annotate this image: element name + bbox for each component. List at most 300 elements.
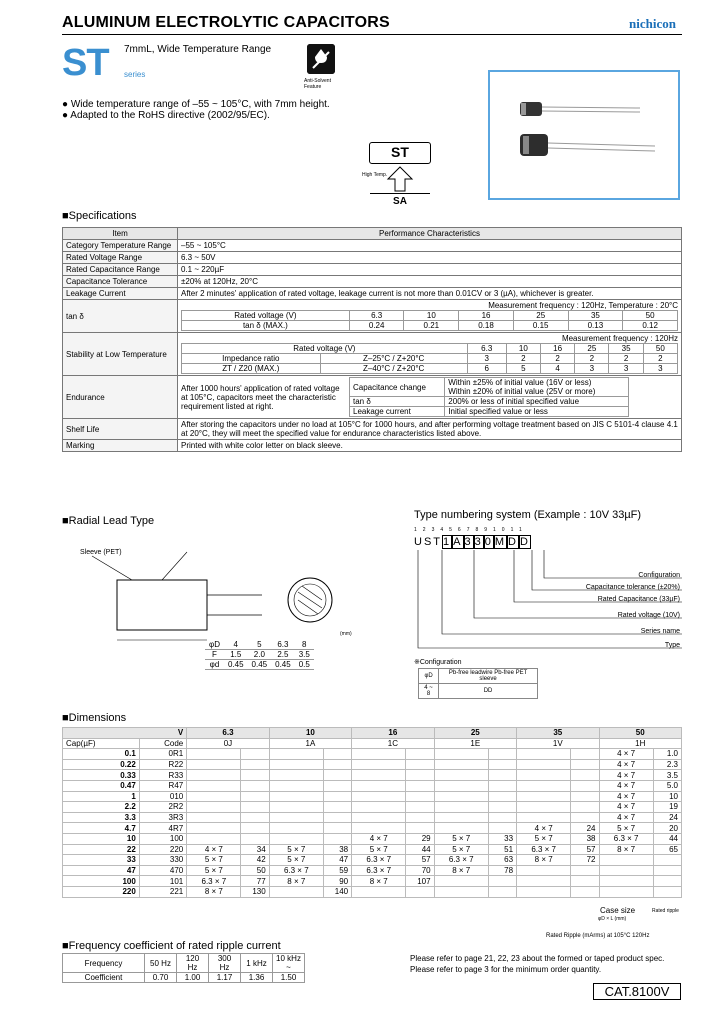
feature-bullets xyxy=(62,99,330,121)
freq-cell: Coefficient xyxy=(63,973,145,983)
page-title: ALUMINUM ELECTROLYTIC CAPACITORS xyxy=(62,14,390,31)
dim-cell: 4 xyxy=(224,640,248,650)
dim-cell: 0.45 xyxy=(271,660,295,670)
ripple-current: 51 xyxy=(488,844,516,855)
ripple-current xyxy=(653,886,681,897)
spec-item: Stability at Low Temperature xyxy=(63,333,178,376)
dim-cell: 6.3 xyxy=(271,640,295,650)
ripple-current xyxy=(571,780,599,791)
ripple-current xyxy=(653,865,681,876)
ripple-current: 44 xyxy=(653,833,681,844)
case-size xyxy=(517,780,571,791)
tan-val: 0.18 xyxy=(459,321,514,331)
case-size: 6.3 × 7 xyxy=(187,876,241,887)
sleeve-label: Sleeve (PET) xyxy=(80,549,122,556)
lt-v: 6.3 xyxy=(467,344,506,354)
cap-code: 330 xyxy=(139,855,186,866)
spec-item: Marking xyxy=(63,440,178,452)
tan-note: Measurement frequency : 120Hz, Temperature : 20°C xyxy=(488,301,678,310)
badge-label: Anti-Solvent Feature xyxy=(304,78,331,90)
case-size xyxy=(352,886,406,897)
type-code: UST1 A 3 3 0 M D D xyxy=(414,536,530,548)
cap-value: 0.47 xyxy=(63,780,140,791)
case-size xyxy=(517,759,571,770)
ripple-current xyxy=(406,823,434,834)
ripple-current: 3.5 xyxy=(653,770,681,781)
table-row xyxy=(63,855,682,866)
lt-label: Z–25°C / Z+20°C xyxy=(320,354,467,364)
ripple-current xyxy=(488,791,516,802)
spec-value: After storing the capacitors under no load at 105°C for 1000 hours, and after performing voltage treatment based on JIS C 5101-4 clause 4.1 at 20°C, they will meet the specified value for endurance characteristics listed above. xyxy=(178,419,682,440)
ripple-current: 65 xyxy=(653,844,681,855)
cap-value: 2.2 xyxy=(63,802,140,813)
case-size: 6.3 × 7 xyxy=(352,865,406,876)
case-size xyxy=(434,770,488,781)
spec-value: Printed with white color letter on black sleeve. xyxy=(178,440,682,452)
case-size: 8 × 7 xyxy=(434,865,488,876)
vcode: 0J xyxy=(187,738,269,749)
case-size xyxy=(599,886,653,897)
case-size: 8 × 7 xyxy=(269,876,323,887)
ripple-current: 24 xyxy=(653,812,681,823)
end-val: Within ±25% of initial value (16V or less) Within ±20% of initial value (25V or more) xyxy=(445,378,629,397)
cap-code: 100 xyxy=(139,833,186,844)
lt-val: 2 xyxy=(643,354,677,364)
case-size: 5 × 7 xyxy=(269,844,323,855)
case-size xyxy=(269,780,323,791)
case-size xyxy=(599,865,653,876)
radial-heading: ■Radial Lead Type xyxy=(62,515,155,527)
sa-arrow-text: High Temp. xyxy=(362,172,388,178)
ripple-current xyxy=(241,780,269,791)
cap-code: 220 xyxy=(139,844,186,855)
dim-cell: φD xyxy=(205,640,224,650)
tn-label: Series name xyxy=(640,628,680,635)
dim-cell: 2.5 xyxy=(271,650,295,660)
lt-label: Impedance ratio xyxy=(182,354,321,364)
ripple-current xyxy=(488,749,516,760)
ripple-current: 29 xyxy=(406,833,434,844)
ripple-current: 33 xyxy=(488,833,516,844)
case-size: 8 × 7 xyxy=(517,855,571,866)
end-val: Initial specified value or less xyxy=(445,407,629,417)
case-size: 4 × 7 xyxy=(599,780,653,791)
tn-label: Type xyxy=(664,642,680,649)
series-word: series xyxy=(124,70,146,79)
vcode: 1A xyxy=(269,738,351,749)
voltage-head: 35 xyxy=(517,728,599,739)
ripple-current xyxy=(241,812,269,823)
cap-value: 220 xyxy=(63,886,140,897)
ripple-current: 72 xyxy=(571,855,599,866)
case-size xyxy=(187,759,241,770)
ripple-current: 20 xyxy=(653,823,681,834)
lt-val: 3 xyxy=(609,364,643,374)
specifications-heading: ■Specifications xyxy=(62,210,137,222)
freq-cell: 1 kHz xyxy=(241,954,273,973)
dim-cell: F xyxy=(205,650,224,660)
bullet-item: ● Adapted to the RoHS directive (2002/95/EC). xyxy=(62,110,270,121)
ripple-current xyxy=(653,876,681,887)
case-size: 4 × 7 xyxy=(599,812,653,823)
case-size: 5 × 7 xyxy=(434,844,488,855)
table-row xyxy=(63,823,682,834)
lt-val: 3 xyxy=(643,364,677,374)
ripple-current: 5.0 xyxy=(653,780,681,791)
ripple-current xyxy=(571,749,599,760)
case-size xyxy=(269,823,323,834)
cap-label: Cap(µF) xyxy=(63,738,140,749)
ripple-current xyxy=(406,749,434,760)
case-size xyxy=(187,823,241,834)
ripple-current xyxy=(323,749,351,760)
dimensions-heading: ■Dimensions xyxy=(62,712,127,724)
ripple-current: 19 xyxy=(653,802,681,813)
case-size xyxy=(434,780,488,791)
vcode: 1C xyxy=(352,738,434,749)
cfg-cell: 4 ~ 8 xyxy=(419,684,439,699)
case-size xyxy=(517,749,571,760)
case-size xyxy=(434,886,488,897)
tan-v: 10 xyxy=(404,311,459,321)
case-size: 4 × 7 xyxy=(599,791,653,802)
lt-val: 6 xyxy=(467,364,506,374)
case-size: 5 × 7 xyxy=(187,865,241,876)
ripple-current xyxy=(406,780,434,791)
product-photo xyxy=(488,70,680,200)
ripple-current xyxy=(571,759,599,770)
title-divider xyxy=(62,34,682,35)
case-size: 4 × 7 xyxy=(517,823,571,834)
ripple-current xyxy=(406,759,434,770)
ripple-current: 2.3 xyxy=(653,759,681,770)
end-label: tan δ xyxy=(350,397,445,407)
ripple-current xyxy=(323,780,351,791)
cap-code: R33 xyxy=(139,770,186,781)
case-size xyxy=(269,812,323,823)
ripple-current: 107 xyxy=(406,876,434,887)
lt-v: 50 xyxy=(643,344,677,354)
freq-cell: Frequency xyxy=(63,954,145,973)
ripple-current: 57 xyxy=(406,855,434,866)
case-size: 8 × 7 xyxy=(352,876,406,887)
case-size: 5 × 7 xyxy=(187,855,241,866)
ripple-current xyxy=(323,833,351,844)
config-table xyxy=(418,668,538,699)
cap-code: 4R7 xyxy=(139,823,186,834)
case-size: 8 × 7 xyxy=(187,886,241,897)
dim-cell: 0.5 xyxy=(295,660,314,670)
freq-cell: 120 Hz xyxy=(177,954,209,973)
ripple-current: 50 xyxy=(241,865,269,876)
dim-cell: 5 xyxy=(248,640,272,650)
cap-value: 0.33 xyxy=(63,770,140,781)
case-size xyxy=(187,780,241,791)
legend-case-size: Case size xyxy=(600,906,636,915)
frequency-heading: ■Frequency coefficient of rated ripple current xyxy=(62,940,281,952)
ripple-current: 78 xyxy=(488,865,516,876)
case-size xyxy=(599,876,653,887)
case-size xyxy=(352,749,406,760)
type-numbering-title: Type numbering system (Example : 10V 33µF) xyxy=(414,509,642,521)
case-size xyxy=(269,791,323,802)
case-size: 4 × 7 xyxy=(599,759,653,770)
case-size xyxy=(352,802,406,813)
ripple-current: 77 xyxy=(241,876,269,887)
table-row xyxy=(63,886,682,897)
case-size: 4 × 7 xyxy=(599,749,653,760)
tn-label: Configuration xyxy=(638,572,680,579)
ripple-current: 24 xyxy=(571,823,599,834)
ripple-current xyxy=(488,802,516,813)
case-size xyxy=(269,833,323,844)
spec-item: Leakage Current xyxy=(63,288,178,300)
ripple-current: 140 xyxy=(323,886,351,897)
vcode: 1E xyxy=(434,738,516,749)
table-row xyxy=(63,791,682,802)
case-size: 5 × 7 xyxy=(599,823,653,834)
ripple-note: Rated Ripple (mArms) at 105°C 120Hz xyxy=(546,933,650,939)
end-val: 200% or less of initial specified value xyxy=(445,397,629,407)
case-size xyxy=(517,802,571,813)
case-size: 6.3 × 7 xyxy=(352,855,406,866)
cap-value: 22 xyxy=(63,844,140,855)
case-size xyxy=(599,855,653,866)
voltage-head: 16 xyxy=(352,728,434,739)
case-size xyxy=(352,812,406,823)
ripple-current xyxy=(241,802,269,813)
ripple-current xyxy=(488,812,516,823)
tan-val: 0.21 xyxy=(404,321,459,331)
table-row xyxy=(63,802,682,813)
up-arrow-icon xyxy=(385,165,415,195)
lt-val: 4 xyxy=(540,364,574,374)
case-size xyxy=(269,802,323,813)
ripple-current: 130 xyxy=(241,886,269,897)
ripple-current xyxy=(488,823,516,834)
ripple-current xyxy=(488,759,516,770)
endurance-table xyxy=(349,377,629,417)
ripple-current xyxy=(571,886,599,897)
legend-dim: φD × L (mm) xyxy=(598,916,627,922)
tan-val: 0.15 xyxy=(513,321,568,331)
tan-cell xyxy=(178,300,682,333)
ripple-current xyxy=(488,770,516,781)
case-size xyxy=(352,770,406,781)
freq-cell: 300 Hz xyxy=(209,954,241,973)
lowtemp-table xyxy=(181,343,678,374)
case-size xyxy=(269,770,323,781)
radial-drawing xyxy=(62,540,362,700)
freq-cell: 1.36 xyxy=(241,973,273,983)
dim-unit: (mm) xyxy=(340,631,352,637)
lt-v: 16 xyxy=(540,344,574,354)
case-size xyxy=(187,770,241,781)
dim-cell: 0.45 xyxy=(248,660,272,670)
table-row xyxy=(63,833,682,844)
case-size: 4 × 7 xyxy=(599,802,653,813)
table-row xyxy=(63,780,682,791)
lt-label: ZT / Z20 (MAX.) xyxy=(182,364,321,374)
ripple-current xyxy=(323,823,351,834)
cap-value: 3.3 xyxy=(63,812,140,823)
case-size: 4 × 7 xyxy=(599,770,653,781)
lt-val: 3 xyxy=(575,364,609,374)
config-title: ※Configuration xyxy=(414,659,462,666)
lt-label: Z–40°C / Z+20°C xyxy=(320,364,467,374)
dim-cell: 0.45 xyxy=(224,660,248,670)
dim-cell: 8 xyxy=(295,640,314,650)
spec-item: Category Temperature Range xyxy=(63,240,178,252)
lowtemp-note: Measurement frequency : 120Hz xyxy=(561,334,678,343)
series-code: ST xyxy=(62,42,109,84)
ripple-current xyxy=(323,812,351,823)
ripple-current xyxy=(241,833,269,844)
ripple-current xyxy=(406,791,434,802)
case-size xyxy=(517,770,571,781)
col-item: Item xyxy=(63,228,178,240)
spec-value: 0.1 ~ 220µF xyxy=(178,264,682,276)
case-size xyxy=(269,759,323,770)
ripple-current: 47 xyxy=(323,855,351,866)
ripple-current xyxy=(571,812,599,823)
ripple-current: 44 xyxy=(406,844,434,855)
freq-cell: 10 kHz ~ xyxy=(273,954,305,973)
tan-v: 25 xyxy=(513,311,568,321)
case-size xyxy=(517,886,571,897)
table-row xyxy=(63,844,682,855)
cap-code: 2R2 xyxy=(139,802,186,813)
legend-ripple: Rated ripple xyxy=(652,908,679,914)
ripple-current: 38 xyxy=(323,844,351,855)
end-label: Capacitance change xyxy=(350,378,445,397)
tn-label: Rated Capacitance (33µF) xyxy=(597,596,680,603)
spec-item: Shelf Life xyxy=(63,419,178,440)
cap-value: 0.22 xyxy=(63,759,140,770)
tan-v: 16 xyxy=(459,311,514,321)
lowtemp-cell xyxy=(178,333,682,376)
ripple-current: 59 xyxy=(323,865,351,876)
case-size xyxy=(187,802,241,813)
case-size xyxy=(187,833,241,844)
ripple-current xyxy=(241,770,269,781)
ripple-current: 63 xyxy=(488,855,516,866)
spec-value: 6.3 ~ 50V xyxy=(178,252,682,264)
case-size xyxy=(352,759,406,770)
st-series-box: ST xyxy=(369,142,431,164)
cap-code: R22 xyxy=(139,759,186,770)
case-size xyxy=(517,812,571,823)
cfg-cell: φD xyxy=(419,669,439,684)
lt-val: 2 xyxy=(575,354,609,364)
brand-logo: nichicon xyxy=(629,16,676,31)
ripple-current: 57 xyxy=(571,844,599,855)
case-size xyxy=(434,823,488,834)
case-size xyxy=(269,749,323,760)
freq-cell: 50 Hz xyxy=(145,954,177,973)
spec-item: Rated Voltage Range xyxy=(63,252,178,264)
series-subtitle: 7mmL, Wide Temperature Range xyxy=(124,44,272,55)
spec-item: Capacitance Tolerance xyxy=(63,276,178,288)
dim-cell: 2.0 xyxy=(248,650,272,660)
cap-value: 100 xyxy=(63,876,140,887)
table-row xyxy=(63,876,682,887)
case-size xyxy=(187,749,241,760)
dim-cell: 1.5 xyxy=(224,650,248,660)
ripple-current xyxy=(241,749,269,760)
ripple-current xyxy=(653,855,681,866)
case-size xyxy=(434,876,488,887)
case-size xyxy=(352,780,406,791)
case-size xyxy=(187,812,241,823)
cap-code: 221 xyxy=(139,886,186,897)
sa-divider xyxy=(370,193,430,194)
ripple-current: 70 xyxy=(406,865,434,876)
case-size: 6.3 × 7 xyxy=(269,865,323,876)
cap-code: 0R1 xyxy=(139,749,186,760)
anti-solvent-icon xyxy=(307,44,335,74)
ripple-current xyxy=(323,791,351,802)
case-size: 6.3 × 7 xyxy=(599,833,653,844)
cap-value: 33 xyxy=(63,855,140,866)
cap-code: 3R3 xyxy=(139,812,186,823)
case-size: 4 × 7 xyxy=(187,844,241,855)
spec-item: Rated Capacitance Range xyxy=(63,264,178,276)
voltage-head: 6.3 xyxy=(187,728,269,739)
col-perf: Performance Characteristics xyxy=(178,228,682,240)
lead-dimension-table xyxy=(205,640,314,670)
ripple-current xyxy=(241,823,269,834)
case-size xyxy=(269,886,323,897)
freq-cell: 0.70 xyxy=(145,973,177,983)
ripple-current xyxy=(406,886,434,897)
ripple-current xyxy=(406,770,434,781)
table-row xyxy=(63,865,682,876)
table-row xyxy=(63,770,682,781)
tn-label: Capacitance tolerance (±20%) xyxy=(585,584,680,591)
vcode: 1H xyxy=(599,738,682,749)
case-size xyxy=(434,812,488,823)
spec-item: Endurance xyxy=(63,376,178,419)
case-size xyxy=(434,759,488,770)
ripple-current: 34 xyxy=(241,844,269,855)
lt-val: 3 xyxy=(467,354,506,364)
freq-cell: 1.00 xyxy=(177,973,209,983)
voltage-head: 25 xyxy=(434,728,516,739)
ripple-current xyxy=(571,876,599,887)
tan-v: 35 xyxy=(568,311,623,321)
ripple-current xyxy=(571,791,599,802)
ripple-current xyxy=(571,865,599,876)
ripple-current xyxy=(488,780,516,791)
frequency-table xyxy=(62,953,305,983)
spec-value: After 2 minutes' application of rated voltage, leakage current is not more than 0.01CV or 3 (µA), whichever is greater. xyxy=(178,288,682,300)
end-label: Leakage current xyxy=(350,407,445,417)
tan-head: Rated voltage (V) xyxy=(182,311,350,321)
endurance-cell xyxy=(178,376,682,419)
ripple-current xyxy=(241,759,269,770)
case-size: 5 × 7 xyxy=(434,833,488,844)
lt-val: 2 xyxy=(506,354,540,364)
specifications-table xyxy=(62,227,682,452)
lt-v: 35 xyxy=(609,344,643,354)
case-size xyxy=(517,791,571,802)
voltage-head: 10 xyxy=(269,728,351,739)
cap-value: 10 xyxy=(63,833,140,844)
cap-code: 101 xyxy=(139,876,186,887)
case-size xyxy=(352,791,406,802)
cap-value: 47 xyxy=(63,865,140,876)
